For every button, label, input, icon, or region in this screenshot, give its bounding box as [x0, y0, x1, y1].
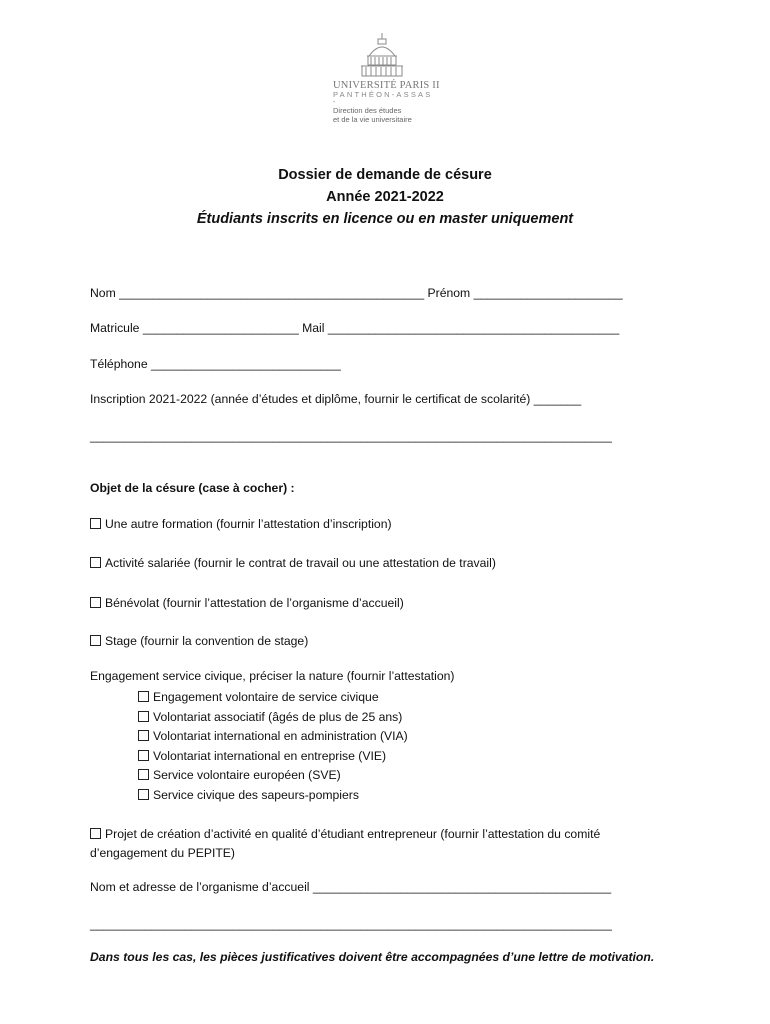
checkbox[interactable]	[90, 828, 101, 839]
option-activite-salariee[interactable]	[90, 555, 496, 571]
option-label: Volontariat international en entreprise (VIE)	[153, 749, 387, 763]
checkbox[interactable]	[138, 789, 149, 800]
option-label: Engagement volontaire de service civique	[153, 690, 379, 704]
checkbox[interactable]	[90, 597, 101, 608]
document-scope: Étudiants inscrits en licence ou en master uniquement	[196, 211, 574, 227]
logo-subtitle: PANTHÉON-ASSAS	[333, 90, 433, 99]
organisme-field[interactable]: Nom et adresse de l’organisme d’accueil ____________________________________________	[90, 880, 612, 894]
organisme-continuation-field[interactable]: _____________________________________________________________________________	[90, 917, 612, 931]
checkbox[interactable]	[138, 691, 149, 702]
option-autre-formation[interactable]	[90, 516, 392, 532]
footer-note: Dans tous les cas, les pièces justificatives doivent être accompagnées d’une lettre de motivation.	[90, 950, 655, 964]
option-label: Service civique des sapeurs-pompiers	[153, 788, 359, 802]
document-header	[0, 164, 770, 230]
option-stage[interactable]	[90, 633, 308, 649]
inscription-continuation-field[interactable]: _____________________________________________________________________________	[90, 429, 612, 443]
engagement-option-vie[interactable]	[138, 748, 386, 764]
option-label: Bénévolat (fournir l’attestation de l’organisme d’accueil)	[105, 596, 404, 610]
logo-direction-line-2: et de la vie universitaire	[333, 115, 412, 124]
engagement-option-pompiers[interactable]	[138, 787, 359, 803]
logo-university-name: UNIVERSITÉ PARIS II	[333, 80, 440, 91]
option-label: Volontariat international en administration (VIA)	[153, 729, 408, 743]
checkbox[interactable]	[138, 711, 149, 722]
option-label: Service volontaire européen (SVE)	[153, 768, 341, 782]
checkbox[interactable]	[90, 635, 101, 646]
university-logo	[333, 32, 473, 124]
option-label: Activité salariée (fournir le contrat de travail ou une attestation de travail)	[105, 556, 496, 570]
engagement-option-volontaire[interactable]	[138, 689, 379, 705]
checkbox[interactable]	[138, 730, 149, 741]
option-label: Volontariat associatif (âgés de plus de 25 ans)	[153, 710, 403, 724]
checkbox[interactable]	[90, 518, 101, 529]
logo-dash: -	[333, 99, 336, 106]
engagement-option-sve[interactable]	[138, 767, 341, 783]
option-projet-creation[interactable]	[90, 826, 600, 842]
matricule-mail-field[interactable]: Matricule _______________________ Mail ___________________________________________	[90, 321, 620, 335]
objet-heading: Objet de la césure (case à cocher) :	[90, 481, 295, 495]
telephone-field[interactable]: Téléphone ____________________________	[90, 357, 341, 371]
option-benevolat[interactable]	[90, 595, 404, 611]
nom-prenom-field[interactable]: Nom _____________________________________________ Prénom ______________________	[90, 286, 623, 300]
checkbox[interactable]	[138, 769, 149, 780]
option-label: Stage (fournir la convention de stage)	[105, 634, 309, 648]
option-projet-creation-continued: d’engagement du PEPITE)	[90, 846, 235, 860]
engagement-option-via[interactable]	[138, 728, 408, 744]
document-year: Année 2021-2022	[326, 189, 444, 205]
document-title: Dossier de demande de césure	[278, 167, 492, 183]
checkbox[interactable]	[138, 750, 149, 761]
logo-direction-line-1: Direction des études	[333, 106, 402, 115]
pantheon-dome-icon	[347, 32, 417, 78]
engagement-heading: Engagement service civique, préciser la nature (fournir l’attestation)	[90, 669, 455, 683]
inscription-field[interactable]: Inscription 2021-2022 (année d’études et diplôme, fournir le certificat de scolarité) _______	[90, 392, 582, 406]
checkbox[interactable]	[90, 557, 101, 568]
option-label: Une autre formation (fournir l’attestation d’inscription)	[105, 517, 392, 531]
option-label: Projet de création d’activité en qualité d’étudiant entrepreneur (fournir l’attestation du comité	[105, 827, 601, 841]
engagement-option-associatif[interactable]	[138, 709, 402, 725]
